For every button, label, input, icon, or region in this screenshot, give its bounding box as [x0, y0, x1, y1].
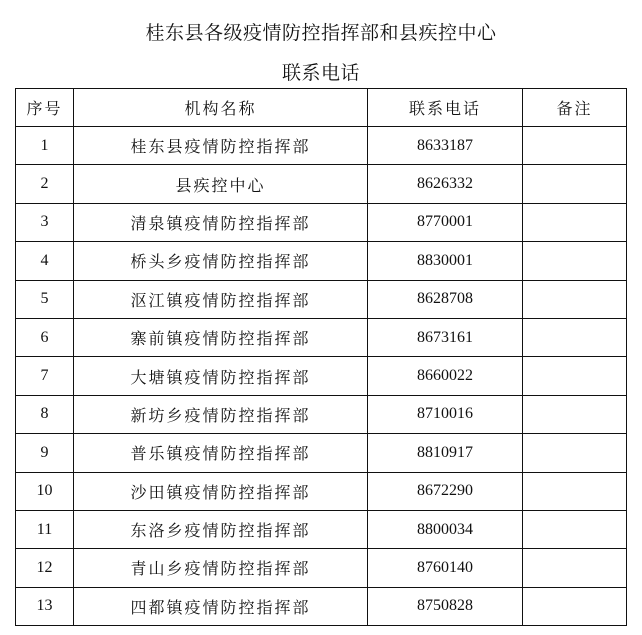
row-index-cell: 12: [16, 549, 74, 587]
row-note-cell: [523, 434, 627, 472]
row-phone-cell: 8660022: [368, 357, 523, 395]
table-row: [16, 434, 627, 472]
row-name-cell: 青山乡疫情防控指挥部: [74, 549, 368, 587]
row-phone-cell: 8673161: [368, 318, 523, 356]
row-note-cell: [523, 203, 627, 241]
row-name-cell: 普乐镇疫情防控指挥部: [74, 434, 368, 472]
row-note-cell: [523, 318, 627, 356]
row-phone-cell: 8810917: [368, 434, 523, 472]
table-header-row: [16, 89, 627, 127]
document-subtitle: 联系电话: [281, 62, 360, 84]
row-name-cell: 桂东县疫情防控指挥部: [74, 127, 368, 165]
table-row: [16, 510, 627, 548]
row-name-cell: 东洛乡疫情防控指挥部: [74, 510, 368, 548]
row-index-cell: 10: [16, 472, 74, 510]
row-index-cell: 5: [16, 280, 74, 318]
row-index-cell: 1: [16, 127, 74, 165]
row-name-cell: 新坊乡疫情防控指挥部: [74, 395, 368, 433]
row-name-cell: 桥头乡疫情防控指挥部: [74, 242, 368, 280]
row-phone-cell: 8750828: [368, 587, 523, 625]
row-phone-cell: 8830001: [368, 242, 523, 280]
row-note-cell: [523, 242, 627, 280]
table-row: [16, 357, 627, 395]
row-phone-cell: 8633187: [368, 127, 523, 165]
row-note-cell: [523, 127, 627, 165]
table-row: [16, 395, 627, 433]
row-phone-cell: 8770001: [368, 203, 523, 241]
row-phone-cell: 8628708: [368, 280, 523, 318]
table-body: [16, 127, 627, 626]
row-note-cell: [523, 549, 627, 587]
row-index-cell: 9: [16, 434, 74, 472]
table-row: [16, 549, 627, 587]
row-note-cell: [523, 165, 627, 203]
row-index-cell: 13: [16, 587, 74, 625]
header-phone: 联系电话: [368, 89, 523, 127]
header-note: 备注: [523, 89, 627, 127]
row-index-cell: 11: [16, 510, 74, 548]
contact-table: [15, 88, 627, 626]
row-phone-cell: 8710016: [368, 395, 523, 433]
row-phone-cell: 8800034: [368, 510, 523, 548]
table-row: [16, 127, 627, 165]
row-note-cell: [523, 472, 627, 510]
row-name-cell: 大塘镇疫情防控指挥部: [74, 357, 368, 395]
header-name: 机构名称: [74, 89, 368, 127]
table-row: [16, 587, 627, 625]
table-row: [16, 165, 627, 203]
row-note-cell: [523, 510, 627, 548]
table-row: [16, 472, 627, 510]
row-note-cell: [523, 587, 627, 625]
document-title: 桂东县各级疫情防控指挥部和县疾控中心: [145, 22, 497, 44]
row-index-cell: 3: [16, 203, 74, 241]
row-phone-cell: 8760140: [368, 549, 523, 587]
row-index-cell: 4: [16, 242, 74, 280]
table-row: [16, 318, 627, 356]
row-name-cell: 寨前镇疫情防控指挥部: [74, 318, 368, 356]
table-row: [16, 242, 627, 280]
table-row: [16, 203, 627, 241]
row-phone-cell: 8626332: [368, 165, 523, 203]
row-index-cell: 6: [16, 318, 74, 356]
row-name-cell: 清泉镇疫情防控指挥部: [74, 203, 368, 241]
row-name-cell: 县疾控中心: [74, 165, 368, 203]
row-note-cell: [523, 357, 627, 395]
row-index-cell: 7: [16, 357, 74, 395]
row-index-cell: 2: [16, 165, 74, 203]
header-index: 序号: [16, 89, 74, 127]
row-index-cell: 8: [16, 395, 74, 433]
table-row: [16, 280, 627, 318]
row-name-cell: 沤江镇疫情防控指挥部: [74, 280, 368, 318]
row-name-cell: 四都镇疫情防控指挥部: [74, 587, 368, 625]
row-name-cell: 沙田镇疫情防控指挥部: [74, 472, 368, 510]
row-phone-cell: 8672290: [368, 472, 523, 510]
row-note-cell: [523, 395, 627, 433]
row-note-cell: [523, 280, 627, 318]
